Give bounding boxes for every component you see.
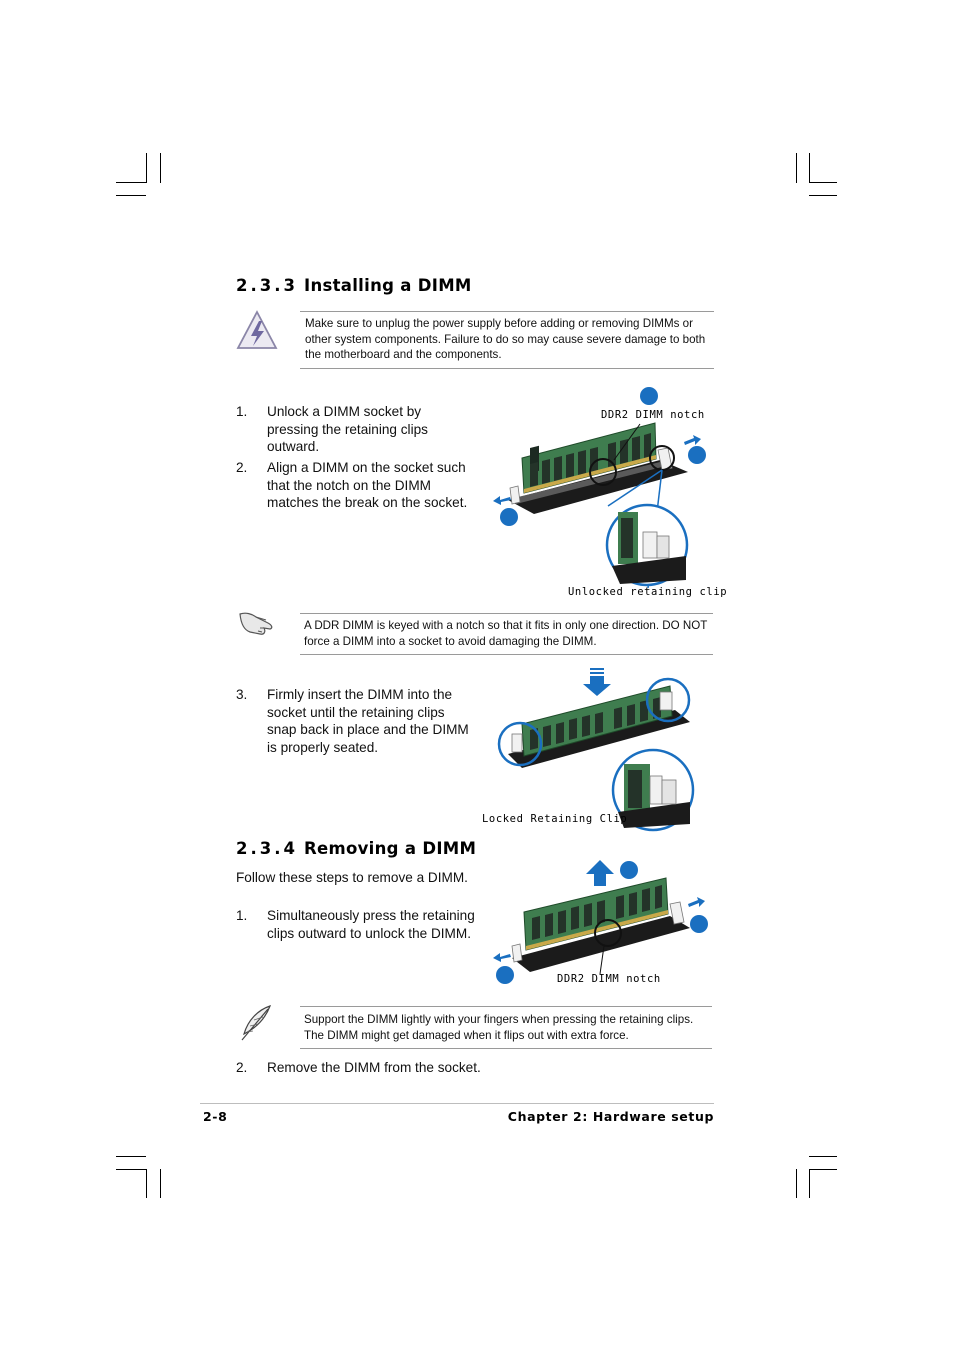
hand-pointing-icon <box>238 608 278 638</box>
crop-mark <box>809 153 810 183</box>
crop-mark <box>160 153 161 183</box>
retaining-clip-left <box>512 944 522 962</box>
retaining-clip-left <box>512 734 522 752</box>
feather-quill-icon <box>238 1004 274 1042</box>
crop-mark <box>116 182 146 183</box>
hand-note-text: A DDR DIMM is keyed with a notch so that it fits in only one direction. DO NOT force a DIMM into a socket to avoid damaging the DIMM. <box>304 619 708 648</box>
crop-mark <box>809 195 837 196</box>
feather-note-text: Support the DIMM lightly with your fingers when pressing the retaining clips. The DIMM might get damaged when it flips out with extra force. <box>304 1013 694 1042</box>
warning-note-text: Make sure to unplug the power supply before adding or removing DIMMs or other system components. Failure to do so may cause severe damage to both the motherboard and the components. <box>305 317 706 361</box>
step-text: Align a DIMM on the socket such that the notch on the DIMM matches the break on the socket. <box>267 460 468 510</box>
figure1-notch-label: DDR2 DIMM notch <box>601 409 705 421</box>
note-rule-bottom <box>300 368 714 369</box>
step-number: 1. <box>236 404 248 419</box>
section-heading-install <box>236 276 472 295</box>
crop-mark <box>809 182 837 183</box>
section-title: Removing a DIMM <box>304 839 477 858</box>
footer-rule <box>200 1103 714 1104</box>
section-number: 2.3.3 <box>236 276 298 295</box>
step-marker <box>690 915 708 933</box>
crop-mark <box>116 195 146 196</box>
pull-up-arrow <box>586 860 614 886</box>
crop-mark <box>146 153 147 183</box>
note-rule-top <box>300 311 714 312</box>
crop-mark <box>796 1169 797 1198</box>
step-marker <box>496 966 514 984</box>
section-number: 2.3.4 <box>236 839 298 858</box>
crop-mark <box>146 1169 147 1198</box>
crop-mark <box>796 153 797 183</box>
chapter-title: Chapter 2: Hardware setup <box>507 1109 714 1124</box>
step-text: Firmly insert the DIMM into the socket until the retaining clips snap back in place and the DIMM is properly seated. <box>267 687 469 755</box>
crop-mark <box>809 1169 810 1198</box>
step-number: 2. <box>236 1060 248 1075</box>
crop-mark <box>116 1169 146 1170</box>
crop-mark <box>809 1169 837 1170</box>
figure-dimm-remove <box>490 856 720 990</box>
figure1-clip-label: Unlocked retaining clip <box>568 586 728 598</box>
section-title: Installing a DIMM <box>304 276 472 295</box>
step-marker <box>500 508 518 526</box>
step-marker <box>640 387 658 405</box>
crop-mark <box>809 1156 837 1157</box>
note-rule-top <box>300 613 713 614</box>
note-rule-top <box>300 1006 712 1007</box>
remove-intro: Follow these steps to remove a DIMM. <box>236 870 468 885</box>
step-marker <box>688 446 706 464</box>
step-text: Unlock a DIMM socket by pressing the retaining clips outward. <box>267 404 428 454</box>
crop-mark <box>116 1156 146 1157</box>
step-number: 3. <box>236 687 248 702</box>
push-down-arrow <box>583 668 611 696</box>
step-number: 1. <box>236 908 248 923</box>
retaining-clip-right <box>660 692 672 710</box>
note-rule-bottom <box>300 654 713 655</box>
step-marker <box>620 861 638 879</box>
step-text: Remove the DIMM from the socket. <box>267 1060 481 1075</box>
warning-lightning-icon <box>236 310 278 352</box>
step-number: 2. <box>236 460 248 475</box>
retaining-clip-left <box>510 486 520 504</box>
step-text: Simultaneously press the retaining clips outward to unlock the DIMM. <box>267 908 475 941</box>
section-heading-remove <box>236 839 476 858</box>
page-number: 2-8 <box>203 1109 228 1124</box>
figure2-clip-label: Locked Retaining Clip <box>482 813 628 825</box>
crop-mark <box>160 1169 161 1198</box>
note-rule-bottom <box>300 1048 712 1049</box>
figure-dimm-insert <box>500 664 700 834</box>
figure3-notch-label: DDR2 DIMM notch <box>557 973 661 985</box>
